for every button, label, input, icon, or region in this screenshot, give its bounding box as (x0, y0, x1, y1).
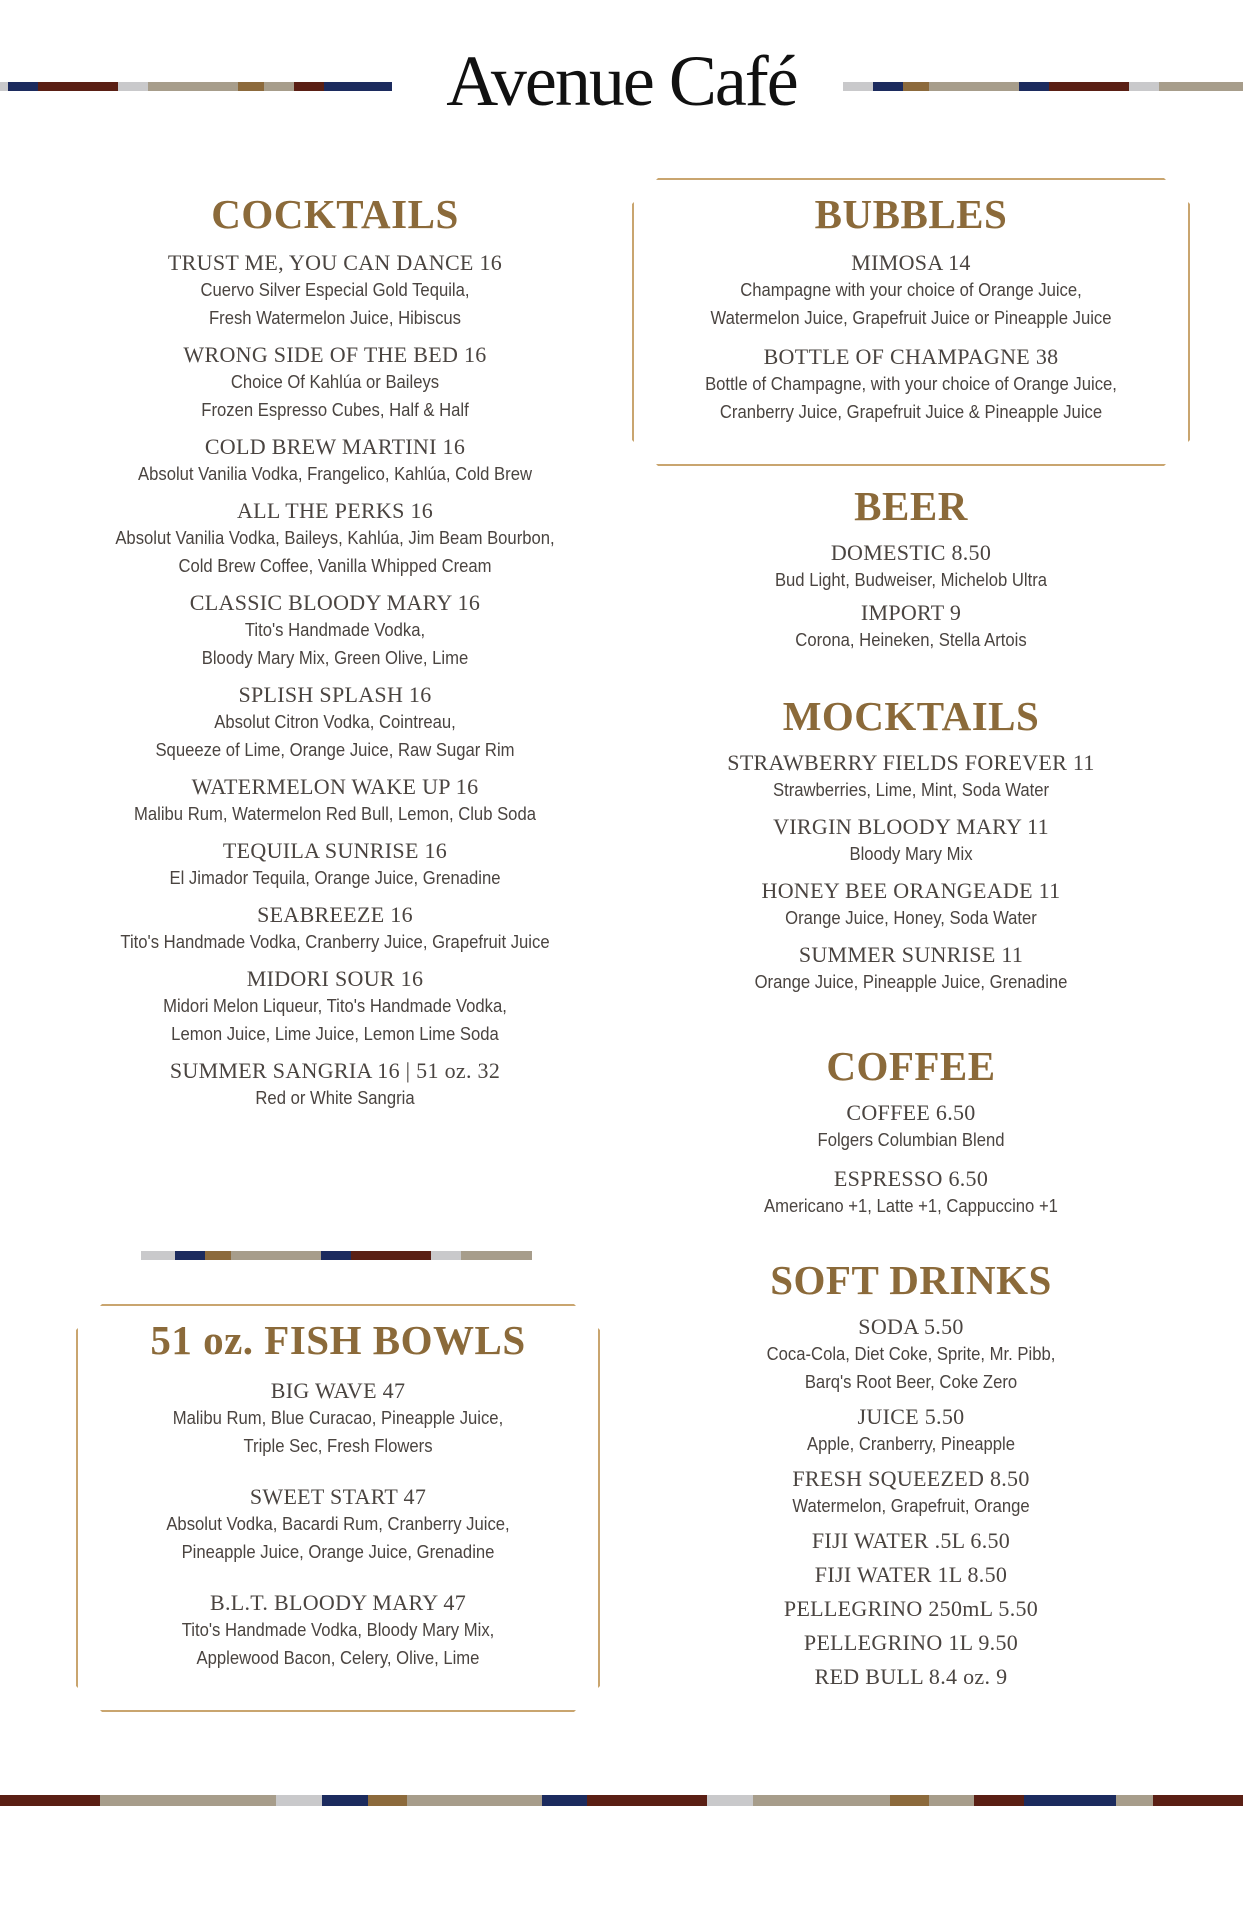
menu-item (632, 878, 1190, 932)
menu-item (76, 1590, 600, 1672)
stripe-segment (431, 1251, 461, 1260)
menu-item (632, 1664, 1190, 1690)
menu-item (60, 838, 610, 892)
menu-item-name: RED BULL 8.4 oz. 9 (814, 1664, 1008, 1689)
stripe-segment (1024, 1795, 1117, 1806)
menu-item-description: Americano +1, Latte +1, Cappuccino +1 (764, 1195, 1058, 1216)
menu-item-name: B.L.T. BLOODY MARY 47 (209, 1590, 467, 1615)
menu-item (60, 250, 610, 332)
menu-item (60, 434, 610, 488)
menu-item-description: Applewood Bacon, Celery, Olive, Lime (196, 1647, 480, 1668)
menu-item-name: CLASSIC BLOODY MARY 16 (189, 590, 481, 615)
menu-item-description: Malibu Rum, Blue Curacao, Pineapple Juice, (172, 1407, 504, 1428)
stripe-segment (407, 1795, 542, 1806)
menu-item-description: Tito's Handmade Vodka, Cranberry Juice, Grapefruit Juice (120, 931, 550, 952)
stripe-segment (974, 1795, 1024, 1806)
stripe-segment (205, 1251, 231, 1260)
menu-item-name: MIDORI SOUR 16 (246, 966, 424, 991)
stripe-segment (368, 1795, 407, 1806)
menu-item (60, 498, 610, 580)
menu-item-description: Strawberries, Lime, Mint, Soda Water (772, 779, 1050, 800)
menu-item-name: JUICE 5.50 (857, 1404, 965, 1429)
menu-item (60, 966, 610, 1048)
menu-item-description: Corona, Heineken, Stella Artois (795, 629, 1027, 650)
menu-item-name: STRAWBERRY FIELDS FOREVER 11 (727, 750, 1095, 775)
menu-item-name: ALL THE PERKS 16 (236, 498, 434, 523)
menu-item-name: SODA 5.50 (858, 1314, 964, 1339)
cocktails-section (60, 190, 610, 1122)
menu-item-name: DOMESTIC 8.50 (830, 540, 992, 565)
stripe-segment (707, 1795, 753, 1806)
stripe-segment (231, 1251, 321, 1260)
fishbowls-title: 51 oz. FISH BOWLS (150, 1317, 526, 1363)
menu-item (632, 942, 1190, 996)
soft-drinks-section (632, 1256, 1190, 1698)
menu-item-description: Orange Juice, Pineapple Juice, Grenadine (754, 971, 1068, 992)
bubbles-section (632, 190, 1190, 438)
menu-item (632, 600, 1190, 654)
menu-item-description: Cuervo Silver Especial Gold Tequila, (200, 279, 470, 300)
soft-drinks-title: SOFT DRINKS (770, 1257, 1052, 1303)
menu-item (632, 814, 1190, 868)
menu-item (76, 1378, 600, 1460)
menu-item (632, 1596, 1190, 1622)
stripe-segment (276, 1795, 322, 1806)
menu-item-name: PELLEGRINO 250mL 5.50 (783, 1596, 1039, 1621)
stripe-segment (929, 1795, 973, 1806)
bubbles-title: BUBBLES (814, 191, 1008, 237)
menu-item-description: Choice Of Kahlúa or Baileys (230, 371, 440, 392)
cocktails-title: COCKTAILS (211, 191, 459, 237)
menu-item-name: SEABREEZE 16 (257, 902, 413, 927)
stripe-segment (890, 1795, 929, 1806)
menu-item-name: WATERMELON WAKE UP 16 (191, 774, 479, 799)
beer-title: BEER (854, 483, 968, 529)
menu-item (632, 1562, 1190, 1588)
coffee-title: COFFEE (826, 1043, 996, 1089)
menu-item-description: Fresh Watermelon Juice, Hibiscus (209, 307, 461, 328)
menu-item-name: TRUST ME, YOU CAN DANCE 16 (167, 250, 503, 275)
stripe-segment (100, 1795, 276, 1806)
menu-item-name: FRESH SQUEEZED 8.50 (792, 1466, 1030, 1491)
menu-item-description: Champagne with your choice of Orange Juice, (740, 279, 1082, 300)
menu-item-name: HONEY BEE ORANGEADE 11 (761, 878, 1061, 903)
menu-item-description: Watermelon, Grapefruit, Orange (792, 1495, 1030, 1516)
menu-item-name: COLD BREW MARTINI 16 (204, 434, 466, 459)
menu-item-description: Triple Sec, Fresh Flowers (243, 1435, 433, 1456)
cocktails-list (60, 250, 610, 1112)
menu-item (632, 1314, 1190, 1396)
stripe-segment (461, 1251, 532, 1260)
menu-item-name: FIJI WATER .5L 6.50 (811, 1528, 1011, 1553)
menu-item-name: BIG WAVE 47 (270, 1378, 406, 1403)
mocktails-title: MOCKTAILS (782, 693, 1040, 739)
menu-item-description: Bloody Mary Mix, Green Olive, Lime (201, 647, 469, 668)
menu-item (60, 1058, 610, 1112)
stripe-segment (321, 1251, 351, 1260)
menu-item (60, 342, 610, 424)
menu-item (632, 1528, 1190, 1554)
menu-item-description: Frozen Espresso Cubes, Half & Half (201, 399, 469, 420)
beer-list (632, 540, 1190, 654)
menu-item-name: WRONG SIDE OF THE BED 16 (183, 342, 487, 367)
menu-item-name: VIRGIN BLOODY MARY 11 (773, 814, 1049, 839)
menu-item-description: Cold Brew Coffee, Vanilla Whipped Cream (178, 555, 492, 576)
menu-item-description: Tito's Handmade Vodka, (244, 619, 426, 640)
menu-item-description: Malibu Rum, Watermelon Red Bull, Lemon, Club Soda (134, 803, 536, 824)
stripe-segment (753, 1795, 890, 1806)
coffee-section (632, 1042, 1190, 1232)
stripe-segment (0, 1795, 100, 1806)
beer-section (632, 482, 1190, 660)
soft-drinks-list (632, 1314, 1190, 1690)
menu-item (632, 250, 1190, 332)
menu-item (632, 1630, 1190, 1656)
menu-item-name: PELLEGRINO 1L 9.50 (803, 1630, 1019, 1655)
menu-item-description: Midori Melon Liqueur, Tito's Handmade Vodka, (163, 995, 507, 1016)
stripe-segment (1153, 1795, 1243, 1806)
menu-item-description: Coca-Cola, Diet Coke, Sprite, Mr. Pibb, (766, 1343, 1056, 1364)
menu-item-description: El Jimador Tequila, Orange Juice, Grenadine (169, 867, 501, 888)
menu-item-name: SWEET START 47 (249, 1484, 427, 1509)
menu-item-description: Bottle of Champagne, with your choice of Orange Juice, (705, 373, 1117, 394)
menu-item-name: COFFEE 6.50 (846, 1100, 976, 1125)
menu-item (632, 1466, 1190, 1520)
page-title: Avenue Café (446, 41, 797, 121)
bubbles-list (632, 250, 1190, 426)
menu-item-name: SUMMER SANGRIA 16 | 51 oz. 32 (169, 1058, 501, 1083)
mocktails-section (632, 692, 1190, 1006)
stripe-segment (587, 1795, 707, 1806)
coffee-list (632, 1100, 1190, 1220)
menu-item-description: Bud Light, Budweiser, Michelob Ultra (774, 569, 1048, 590)
stripe-segment (1116, 1795, 1153, 1806)
menu-item-name: SUMMER SUNRISE 11 (798, 942, 1024, 967)
menu-item-name: MIMOSA 14 (851, 250, 971, 275)
fishbowls-list (76, 1378, 600, 1672)
menu-item (60, 774, 610, 828)
menu-item-name: FIJI WATER 1L 8.50 (814, 1562, 1008, 1587)
menu-item-description: Apple, Cranberry, Pineapple (807, 1433, 1015, 1454)
menu-item-name: TEQUILA SUNRISE 16 (222, 838, 448, 863)
stripe-segment (141, 1251, 175, 1260)
menu-item (632, 344, 1190, 426)
menu-item-description: Barq's Root Beer, Coke Zero (804, 1371, 1018, 1392)
stripe-segment (175, 1251, 205, 1260)
stripe-segment (322, 1795, 368, 1806)
menu-item-description: Lemon Juice, Lime Juice, Lemon Lime Soda (171, 1023, 499, 1044)
menu-item (632, 750, 1190, 804)
menu-item-description: Absolut Vodka, Bacardi Rum, Cranberry Juice, (166, 1513, 510, 1534)
menu-item (632, 540, 1190, 594)
menu-item-name: BOTTLE OF CHAMPAGNE 38 (763, 344, 1059, 369)
menu-item-description: Tito's Handmade Vodka, Bloody Mary Mix, (181, 1619, 495, 1640)
menu-item (60, 590, 610, 672)
menu-item-description: Absolut Vanilia Vodka, Baileys, Kahlúa, Jim Beam Bourbon, (115, 527, 555, 548)
menu-item-description: Absolut Vanilia Vodka, Frangelico, Kahlúa, Cold Brew (138, 463, 532, 484)
menu-item-description: Red or White Sangria (255, 1087, 415, 1108)
mocktails-list (632, 750, 1190, 996)
menu-item-description: Squeeze of Lime, Orange Juice, Raw Sugar Rim (155, 739, 515, 760)
menu-item-description: Folgers Columbian Blend (817, 1129, 1005, 1150)
menu-item (632, 1100, 1190, 1154)
menu-item-name: SPLISH SPLASH 16 (238, 682, 432, 707)
stripe-segment (351, 1251, 431, 1260)
menu-item (76, 1484, 600, 1566)
menu-item-description: Orange Juice, Honey, Soda Water (785, 907, 1037, 928)
menu-item-description: Cranberry Juice, Grapefruit Juice & Pineapple Juice (719, 401, 1103, 422)
menu-item-name: ESPRESSO 6.50 (833, 1166, 989, 1191)
fishbowls-section (76, 1316, 600, 1696)
menu-item-description: Absolut Citron Vodka, Cointreau, (214, 711, 456, 732)
footer-stripe (0, 1795, 1243, 1806)
menu-item (632, 1404, 1190, 1458)
menu-item-name: IMPORT 9 (860, 600, 962, 625)
menu-item-description: Pineapple Juice, Orange Juice, Grenadine (181, 1541, 495, 1562)
section-divider-stripe (141, 1251, 532, 1260)
menu-item-description: Watermelon Juice, Grapefruit Juice or Pineapple Juice (710, 307, 1112, 328)
menu-item (60, 682, 610, 764)
stripe-segment (542, 1795, 586, 1806)
menu-item-description: Bloody Mary Mix (849, 843, 973, 864)
menu-item (632, 1166, 1190, 1220)
menu-item (60, 902, 610, 956)
